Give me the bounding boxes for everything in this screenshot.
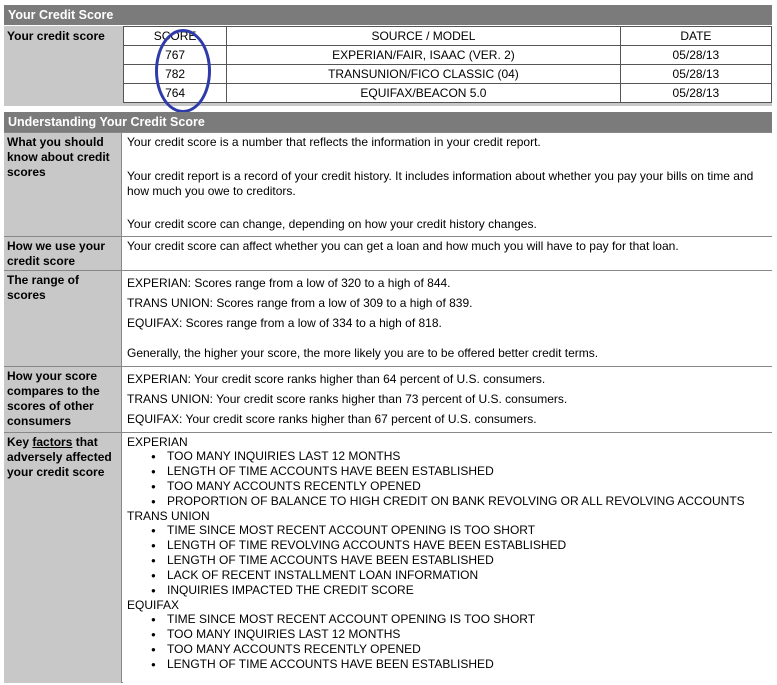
bureau-name: EXPERIAN [127,435,188,449]
row-label-what-to-know: What you should know about credit scores [4,133,122,236]
bureau-name: TRANS UNION [127,509,210,523]
row-content-factors [123,433,772,683]
paragraph: Your credit score is a number that reflects the information in your credit report. [127,135,541,149]
row-label-how-we-use: How we use your credit score [4,237,122,270]
compare-line: EXPERIAN: Your credit score ranks higher than 64 percent of U.S. consumers. [127,372,546,386]
table-row [124,46,772,65]
credit-score-table [123,26,772,103]
date-cell: 05/28/13 [620,65,771,84]
score-cell: 764 [124,84,227,103]
row-range [4,270,772,366]
factors-label-pre: Key [7,435,33,449]
paragraph: Your credit report is a record of your credit history. It includes information about whether you pay your bills on time and how much you owe to creditors. [127,169,754,198]
score-cell: 782 [124,65,227,84]
compare-line: TRANS UNION: Your credit score ranks higher than 73 percent of U.S. consumers. [127,392,568,406]
date-cell: 05/28/13 [620,84,771,103]
row-compare [4,366,772,432]
row-label-compare: How your score compares to the scores of other consumers [4,367,122,432]
list-item: ● TOO MANY INQUIRIES LAST 12 MONTHS [167,627,772,642]
source-cell: EQUIFAX/BEACON 5.0 [227,84,621,103]
row-what-to-know [4,132,772,236]
source-cell: EXPERIAN/FAIR, ISAAC (VER. 2) [227,46,621,65]
row-how-we-use [4,236,772,270]
list-item: ● TOO MANY ACCOUNTS RECENTLY OPENED [167,642,772,657]
credit-score-title: Your Credit Score [4,5,772,25]
list-item: ● LENGTH OF TIME ACCOUNTS HAVE BEEN ESTABLISHED [167,553,772,568]
row-content-how-we-use [123,237,772,270]
bureau-name: EQUIFAX [127,598,180,612]
range-line: EQUIFAX: Scores range from a low of 334 to a high of 818. [127,316,442,330]
compare-line: EQUIFAX: Your credit score ranks higher than 67 percent of U.S. consumers. [127,412,537,426]
list-item: ● TOO MANY ACCOUNTS RECENTLY OPENED [167,479,772,494]
list-item: ● LENGTH OF TIME ACCOUNTS HAVE BEEN ESTABLISHED [167,657,772,672]
list-item: ● LACK OF RECENT INSTALLMENT LOAN INFORMATION [167,568,772,583]
score-header: SCORE [124,27,227,46]
score-table-header [124,27,772,46]
source-cell: TRANSUNION/FICO CLASSIC (04) [227,65,621,84]
range-line: EXPERIAN: Scores range from a low of 320 to a high of 844. [127,276,451,290]
list-item: ● TOO MANY INQUIRIES LAST 12 MONTHS [167,449,772,464]
paragraph: Your credit score can change, depending on how your credit history changes. [127,217,537,231]
row-factors [4,432,772,683]
list-item: ● INQUIRIES IMPACTED THE CREDIT SCORE [167,583,772,598]
list-item: ● TIME SINCE MOST RECENT ACCOUNT OPENING IS TOO SHORT [167,523,772,538]
factor-list [127,449,772,509]
row-label-factors [4,433,122,683]
factors-link[interactable]: factors [32,435,73,449]
credit-score-section [4,5,772,106]
score-cell: 767 [124,46,227,65]
source-header: SOURCE / MODEL [227,27,621,46]
row-label-range: The range of scores [4,271,122,366]
factor-list [127,523,772,598]
table-row [124,65,772,84]
list-item: ● PROPORTION OF BALANCE TO HIGH CREDIT ON BANK REVOLVING OR ALL REVOLVING ACCOUNTS [167,494,772,509]
list-item: ● TIME SINCE MOST RECENT ACCOUNT OPENING IS TOO SHORT [167,612,772,627]
list-item: ● LENGTH OF TIME REVOLVING ACCOUNTS HAVE BEEN ESTABLISHED [167,538,772,553]
row-content-compare [123,367,772,432]
paragraph: Your credit score can affect whether you can get a loan and how much you will have to pay for that loan. [127,239,679,253]
date-cell: 05/28/13 [620,46,771,65]
credit-score-body [4,26,772,106]
range-line: TRANS UNION: Scores range from a low of 309 to a high of 839. [127,296,473,310]
credit-score-label: Your credit score [7,29,105,43]
row-content-range [123,271,772,366]
row-content-what-to-know [123,133,772,236]
range-note: Generally, the higher your score, the more likely you are to be offered better credit terms. [127,346,599,360]
date-header: DATE [620,27,771,46]
list-item: ● LENGTH OF TIME ACCOUNTS HAVE BEEN ESTABLISHED [167,464,772,479]
understanding-section [4,112,772,683]
factor-list [127,612,772,672]
table-row [124,84,772,103]
factors-label-post: that adversely affected your credit score [7,435,112,479]
understanding-title: Understanding Your Credit Score [4,112,772,132]
